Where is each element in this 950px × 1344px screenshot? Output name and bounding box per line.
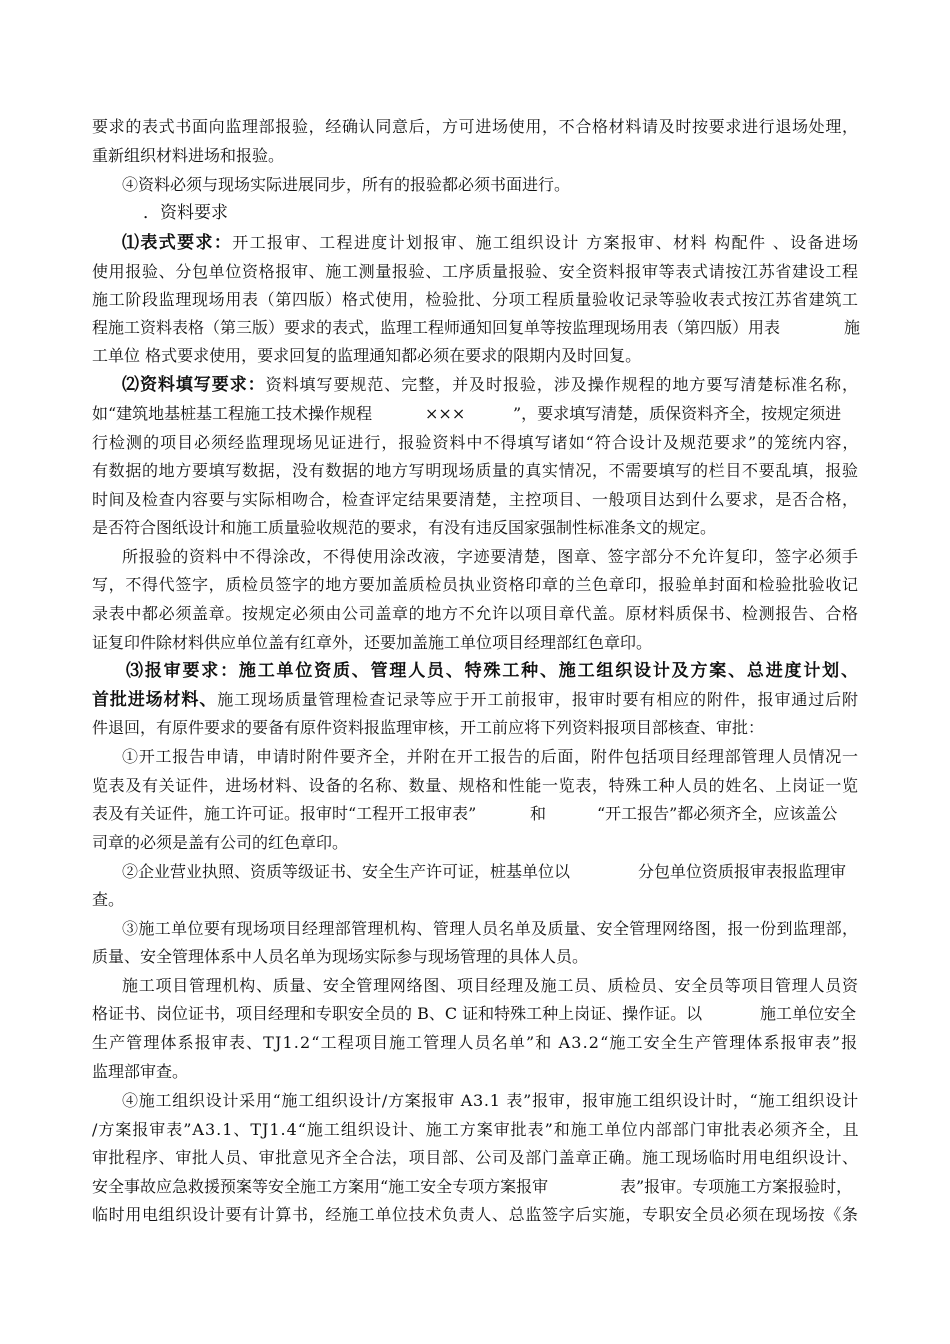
paragraph-line: 司章的必须是盖有公司的红色章印。 <box>92 833 349 852</box>
subheading-filling: ⑵资料填写要求： <box>122 375 266 395</box>
paragraph-line: 时间及检查内容要与实际相吻合，检查评定结果要清楚，主控项目、一般项目达到什么要求，是否合格， <box>92 490 859 509</box>
paragraph-line-fragment: ××× <box>425 404 466 423</box>
paragraph-line: ④施工组织设计采用“施工组织设计/方案报审 A3.1 表”报审，报审施工组织设计时，“施工组织设计 <box>122 1091 859 1110</box>
paragraph-line: 览表及有关证件，进场材料、设备的名称、数量、规格和性能一览表，特殊工种人员的姓名、上岗证一览 <box>92 776 859 795</box>
paragraph-line: 查。 <box>92 890 125 909</box>
paragraph-line: 质量、安全管理体系中人员名单为现场实际参与现场管理的具体人员。 <box>92 947 589 966</box>
paragraph-line-fragment: 施工单位安全 <box>760 1004 857 1023</box>
paragraph-line: ⑵资料填写要求：资料填写要规范、完整，并及时报验，涉及操作规程的地方要写清楚标准名称， <box>122 375 859 395</box>
paragraph-line: 表及有关证件，施工许可证。报审时“工程开工报审表” <box>92 804 477 823</box>
paragraph-line: 是否符合图纸设计和施工质量验收规范的要求，有没有违反国家强制性标准条文的规定。 <box>92 518 717 537</box>
paragraph-line: ④资料必须与现场实际进展同步，所有的报验都必须书面进行。 <box>122 175 571 194</box>
subheading-format: ⑴表式要求： <box>122 233 233 253</box>
subheading-review: ⑶报审要求：施工单位资质、管理人员、特殊工种、施工组织设计及方案、总进度计划、 <box>126 661 860 681</box>
paragraph-line: 临时用电组织设计要有计算书，经施工单位技术负责人、总监签字后实施，专职安全员必须在现场按《条 <box>92 1205 859 1224</box>
paragraph-line: 施工项目管理机构、质量、安全管理网络图、项目经理及施工员、质检员、安全员等项目管理人员资 <box>122 976 859 995</box>
paragraph-line: ①开工报告申请，申请时附件要齐全，并附在开工报告的后面，附件包括项目经理部管理人员情况一 <box>122 747 859 766</box>
paragraph-line: 录表中都必须盖章。按规定必须由公司盖章的地方不允许以项目章代盖。原材料质保书、检测报告、合格 <box>92 604 859 623</box>
paragraph-line: 使用报验、分包单位资格报审、施工测量报验、工序质量报验、安全资料报审等表式请按江苏省建设工程 <box>92 262 859 281</box>
paragraph-line: 施工阶段监理现场用表（第四版）格式使用，检验批、分项工程质量验收记录等验收表式按江苏省建筑工 <box>92 290 859 309</box>
paragraph-line-fragment: 和 <box>530 804 547 823</box>
paragraph-line: 写，不得代签字，质检员签字的地方要加盖质检员执业资格印章的兰色章印，报验单封面和检验批验收记 <box>92 575 859 594</box>
paragraph-line: ②企业营业执照、资质等级证书、安全生产许可证，桩基单位以 <box>122 862 571 881</box>
paragraph-line: 要求的表式书面向监理部报验，经确认同意后，方可进场使用，不合格材料请及时按要求进行退场处理， <box>92 117 859 136</box>
paragraph-line: ⑴表式要求：开工报审、工程进度计划报审、施工组织设计 方案报审、材料 构配件 、设备进场 <box>122 233 860 253</box>
paragraph-line <box>126 661 858 681</box>
section-heading: ．资料要求 <box>143 203 228 223</box>
paragraph-line: 监理部审查。 <box>92 1062 189 1081</box>
paragraph-line: 生产管理体系报审表、TJ1.2“工程项目施工管理人员名单”和 A3.2“施工安全生产管理体系报审表”报 <box>92 1033 859 1052</box>
paragraph-line-fragment: 施 <box>844 318 861 337</box>
paragraph-line: 重新组织材料进场和报验。 <box>92 146 285 165</box>
paragraph-line: 工单位 格式要求使用，要求回复的监理通知都必须在要求的限期内及时回复。 <box>92 346 642 365</box>
paragraph-line: 证复印件除材料供应单位盖有红章外，还要加盖施工单位项目经理部红色章印。 <box>92 633 653 652</box>
paragraph-line: /方案报审表”A3.1、TJ1.4“施工组织设计、施工方案审批表”和施工单位内部部门审批表必须齐全，且 <box>92 1120 860 1139</box>
paragraph-line: 审批程序、审批人员、审批意见齐全合法，项目部、公司及部门盖章正确。施工现场临时用电组织设计、 <box>92 1148 859 1167</box>
paragraph-line-fragment: “开工报告”都必须齐全，应该盖公 <box>597 804 838 823</box>
paragraph-line: 如“建筑地基桩基工程施工技术操作规程 <box>92 404 373 423</box>
paragraph-line: 程施工资料表格（第三版）要求的表式，监理工程师通知回复单等按监理现场用表（第四版）用表 <box>92 318 781 337</box>
paragraph-line: 所报验的资料中不得涂改，不得使用涂改液，字迹要清楚，图章、签字部分不允许复印，签字必须手 <box>122 547 859 566</box>
paragraph-line: 格证书、岗位证书，项目经理和专职安全员的 B、C 证和特殊工种上岗证、操作证。以 <box>92 1004 703 1023</box>
paragraph-line-fragment: 分包单位资质报审表报监理审 <box>638 862 847 881</box>
paragraph-line: 件退回，有原件要求的要备有原件资料报监理审核，开工前应将下列资料报项目部核查、审批： <box>92 718 765 737</box>
paragraph-line-fragment: 表”报审。专项施工方案报验时， <box>620 1177 853 1196</box>
paragraph-line: ③施工单位要有现场项目经理部管理机构、管理人员名单及质量、安全管理网络图，报一份到监理部， <box>122 919 859 938</box>
paragraph-line: 行检测的项目必须经监理现场见证进行，报验资料中不得填写诸如“符合设计及规范要求”的笼统内容， <box>92 433 860 452</box>
paragraph-line-fragment: ”，要求填写清楚，质保资料齐全，按规定须进 <box>513 404 842 423</box>
paragraph-line: 有数据的地方要填写数据，没有数据的地方写明现场质量的真实情况，不需要填写的栏目不要乱填，报验 <box>92 461 859 480</box>
paragraph-line: 安全事故应急救援预案等安全施工方案用“施工安全专项方案报审 <box>92 1177 549 1196</box>
paragraph-line: 首批进场材料、施工现场质量管理检查记录等应于开工前报审，报审时要有相应的附件，报审通过后附 <box>92 690 859 710</box>
